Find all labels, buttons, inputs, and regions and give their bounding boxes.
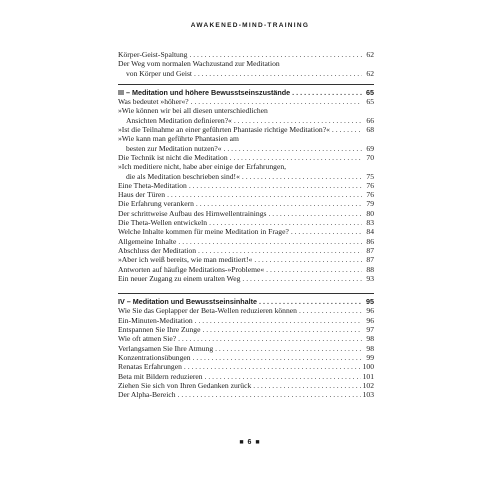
- entry-page: 93: [366, 273, 374, 283]
- dot-leader: [189, 50, 362, 59]
- toc-entry: [118, 334, 374, 343]
- entry-page: 69: [366, 143, 374, 153]
- toc-entry: [118, 227, 374, 236]
- entry-page: 97: [366, 325, 374, 335]
- entry-title: Körper-Geist-Spaltung: [118, 50, 188, 59]
- dot-leader: [205, 372, 361, 381]
- entry-page: 96: [366, 315, 374, 325]
- dot-leader: [291, 227, 362, 236]
- dot-leader: [242, 172, 362, 181]
- dot-leader: [194, 69, 362, 78]
- entry-title: Ein-Minuten-Meditation: [118, 315, 193, 325]
- dot-leader: [215, 344, 362, 353]
- section-page: 95: [366, 297, 374, 307]
- toc-entry: [118, 344, 374, 353]
- toc-entry: [118, 381, 374, 390]
- toc-entry: [118, 390, 374, 399]
- dot-leader: [230, 153, 362, 162]
- dot-leader: [202, 325, 362, 334]
- entry-title: Welche Inhalte kommen für meine Meditation in Frage?: [118, 227, 289, 237]
- toc-entry: [118, 116, 374, 125]
- entry-page: 102: [362, 380, 374, 390]
- dot-leader: [332, 125, 362, 134]
- toc-entry: [118, 246, 374, 255]
- entry-title: »Wie kann man geführte Phantasien am: [118, 134, 239, 144]
- dot-leader: [191, 97, 362, 106]
- entry-page: 76: [366, 190, 374, 200]
- table-of-contents: [118, 50, 374, 399]
- section-iv-entries: [118, 306, 374, 399]
- section-page: 65: [366, 87, 374, 97]
- entry-title: Die Erfahrung verankern: [118, 199, 194, 209]
- entry-page: 79: [366, 199, 374, 209]
- toc-entry: [118, 265, 374, 274]
- toc-entry: [118, 134, 374, 143]
- entry-title: Wie Sie das Geplapper der Beta-Wellen reduzieren können: [118, 306, 297, 316]
- entry-title: besten zur Meditation nutzen?«: [126, 143, 222, 153]
- toc-entry: [118, 69, 374, 78]
- toc-entry: [118, 237, 374, 246]
- entry-title: Der Weg vom normalen Wachzustand zur Meditation: [118, 59, 280, 69]
- dot-leader: [178, 334, 362, 343]
- section-heading: [118, 88, 374, 97]
- dot-leader: [268, 209, 362, 218]
- entry-page: 70: [366, 152, 374, 162]
- entry-title: Der Alpha-Bereich: [118, 390, 176, 400]
- entry-page: 96: [366, 306, 374, 316]
- entry-page: 65: [366, 97, 374, 107]
- page-number: ■ 6 ■: [239, 439, 261, 446]
- section-iv: [118, 293, 374, 399]
- entry-page: 80: [366, 208, 374, 218]
- entry-page: 68: [366, 125, 374, 135]
- dot-leader: [253, 381, 360, 390]
- toc-entry: [118, 190, 374, 199]
- section-title: IV – Meditation und Bewusstseinsinhalte: [118, 297, 257, 307]
- dot-leader: [196, 199, 362, 208]
- entry-page: 83: [366, 218, 374, 228]
- entry-title: »Aber ich weiß bereits, wie man meditiert!«: [118, 255, 253, 265]
- entry-title: Was bedeutet »höher«?: [118, 97, 189, 107]
- entry-page: 86: [366, 236, 374, 246]
- toc-entry: [118, 59, 374, 68]
- entry-title: Ziehen Sie sich von Ihren Gedanken zurück: [118, 380, 252, 390]
- dot-leader: [195, 316, 362, 325]
- dot-leader: [242, 274, 362, 283]
- entry-page: 87: [366, 255, 374, 265]
- entry-title: die als Meditation beschrieben sind!«: [126, 171, 240, 181]
- entry-title: Entspannen Sie Ihre Zunge: [118, 325, 201, 335]
- entry-title: Allgemeine Inhalte: [118, 236, 177, 246]
- dot-leader: [184, 362, 361, 371]
- toc-entry: [118, 181, 374, 190]
- section-title: III – Meditation und höhere Bewusstseinszustände: [118, 87, 291, 97]
- entry-page: 101: [362, 371, 374, 381]
- running-head: AWAKENED-MIND-TRAINING: [190, 22, 310, 29]
- dot-leader: [299, 306, 362, 315]
- toc-entry: [118, 125, 374, 134]
- toc-entry: [118, 274, 374, 283]
- entry-page: 100: [362, 362, 374, 372]
- toc-entry: [118, 316, 374, 325]
- dot-leader: [178, 237, 362, 246]
- dot-leader: [167, 190, 362, 199]
- toc-entry: [118, 325, 374, 334]
- entry-title: Wie oft atmen Sie?: [118, 334, 177, 344]
- entry-title: Verlangsamen Sie Ihre Atmung: [118, 343, 214, 353]
- entry-title: Ansichten Meditation definieren?«: [126, 115, 232, 125]
- toc-entry: [118, 50, 374, 59]
- section-iii: [118, 84, 374, 283]
- dot-leader: [209, 218, 362, 227]
- dot-leader: [224, 144, 362, 153]
- toc-entry: [118, 362, 374, 371]
- toc-entry: [118, 218, 374, 227]
- toc-entry: [118, 153, 374, 162]
- dot-leader: [292, 88, 362, 97]
- toc-entry: [118, 209, 374, 218]
- toc-entry: [118, 144, 374, 153]
- entry-title: Antworten auf häufige Meditations-»Probleme«: [118, 264, 265, 274]
- entry-page: 66: [366, 115, 374, 125]
- section-heading: [118, 297, 374, 306]
- entry-title: von Körper und Geist: [126, 68, 193, 78]
- dot-leader: [259, 297, 362, 306]
- toc-top-entries: [118, 50, 374, 78]
- dot-leader: [178, 390, 361, 399]
- entry-title: »Ich meditiere nicht, habe aber einige der Erfahrungen,: [118, 162, 287, 172]
- entry-page: 98: [366, 334, 374, 344]
- entry-page: 62: [366, 68, 374, 78]
- entry-page: 76: [366, 180, 374, 190]
- entry-page: 99: [366, 352, 374, 362]
- entry-page: 103: [362, 390, 374, 400]
- entry-title: Konzentrationsübungen: [118, 352, 191, 362]
- entry-page: 98: [366, 343, 374, 353]
- entry-title: Renatas Erfahrungen: [118, 362, 182, 372]
- toc-entry: [118, 97, 374, 106]
- entry-title: Haus der Türen: [118, 190, 166, 200]
- entry-title: Abschluss der Meditation: [118, 245, 197, 255]
- dot-leader: [254, 255, 362, 264]
- entry-page: 62: [366, 50, 374, 59]
- toc-entry: [118, 255, 374, 264]
- dot-leader: [193, 353, 362, 362]
- dot-leader: [189, 181, 362, 190]
- toc-entry: [118, 199, 374, 208]
- dot-leader: [234, 116, 362, 125]
- entry-title: Der schrittweise Aufbau des Hirnwellentrainings: [118, 208, 267, 218]
- entry-title: Eine Theta-Meditation: [118, 180, 187, 190]
- dot-leader: [198, 246, 362, 255]
- section-iii-entries: [118, 97, 374, 283]
- toc-entry: [118, 172, 374, 181]
- entry-title: Die Theta-Wellen entwickeln: [118, 218, 208, 228]
- toc-entry: [118, 106, 374, 115]
- entry-page: 87: [366, 245, 374, 255]
- entry-page: 84: [366, 227, 374, 237]
- dot-leader: [266, 265, 362, 274]
- entry-page: 75: [366, 171, 374, 181]
- toc-entry: [118, 162, 374, 171]
- entry-page: 88: [366, 264, 374, 274]
- entry-title: »Ist die Teilnahme an einer geführten Phantasie richtige Meditation?«: [118, 125, 330, 135]
- toc-entry: [118, 306, 374, 315]
- toc-entry: [118, 372, 374, 381]
- entry-title: Beta mit Bildern reduzieren: [118, 371, 203, 381]
- toc-entry: [118, 353, 374, 362]
- entry-title: Die Technik ist nicht die Meditation: [118, 152, 228, 162]
- entry-title: »Wie können wir bei all diesen unterschiedlichen: [118, 106, 268, 116]
- entry-title: Ein neuer Zugang zu einem uralten Weg: [118, 273, 241, 283]
